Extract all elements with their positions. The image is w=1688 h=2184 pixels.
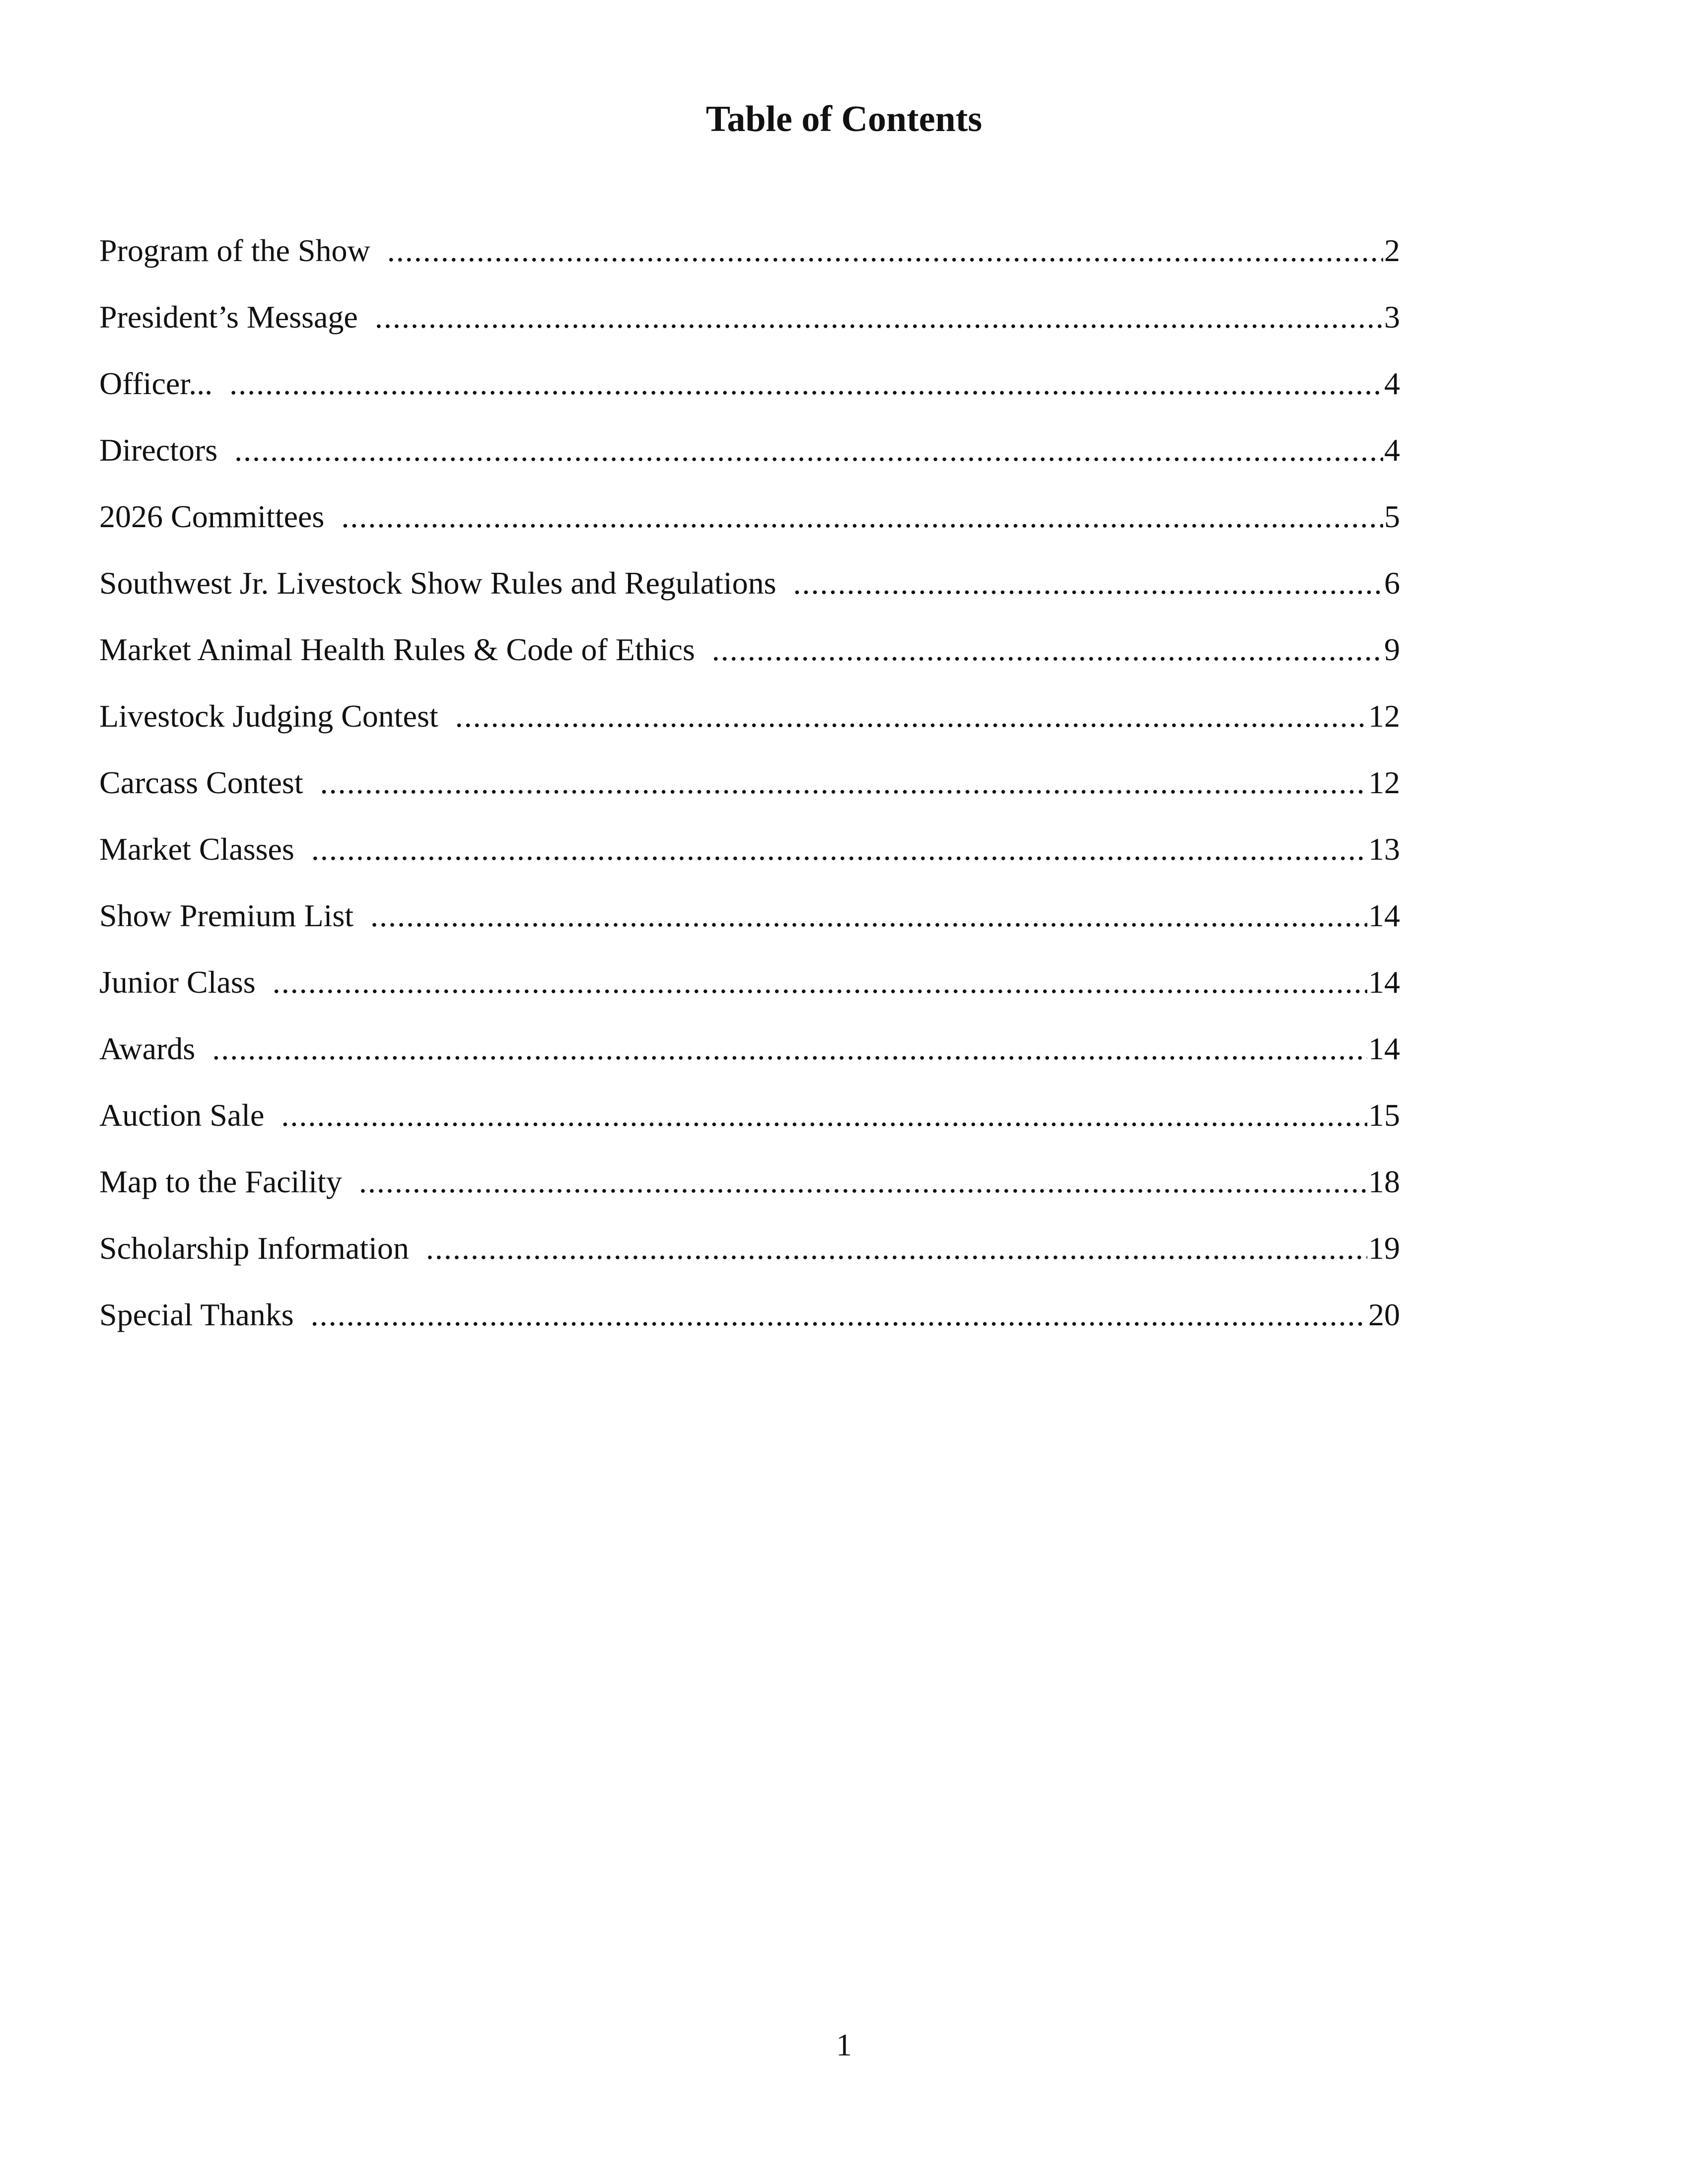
toc-page-number: 12 xyxy=(1367,758,1400,808)
toc-entry-special-thanks[interactable] xyxy=(99,1290,1400,1357)
toc-entry-label: President’s Message xyxy=(99,292,375,342)
toc-page-number: 12 xyxy=(1367,691,1400,741)
toc-dot-leader xyxy=(273,957,1367,1007)
toc-dot-leader xyxy=(341,492,1383,542)
toc-entry-scholarship-information[interactable] xyxy=(99,1224,1400,1290)
toc-entry-label: Auction Sale xyxy=(99,1091,281,1140)
toc-entry-label: Map to the Facility xyxy=(99,1157,359,1207)
toc-entry-program-of-the-show[interactable] xyxy=(99,226,1400,292)
toc-entry-label: Market Animal Health Rules & Code of Ethics xyxy=(99,625,712,675)
toc-entry-label: Officer... xyxy=(99,359,229,409)
toc-page-number: 4 xyxy=(1383,425,1400,475)
toc-entry-committees[interactable] xyxy=(99,492,1400,558)
toc-dot-leader xyxy=(234,425,1383,475)
toc-entry-market-classes[interactable] xyxy=(99,824,1400,891)
toc-dot-leader xyxy=(281,1091,1367,1140)
toc-dot-leader xyxy=(359,1157,1367,1207)
toc-page-number: 6 xyxy=(1383,558,1400,608)
toc-entry-label: Junior Class xyxy=(99,957,273,1007)
toc-entry-label: Awards xyxy=(99,1024,212,1074)
toc-dot-leader xyxy=(370,891,1367,941)
toc-page-number: 2 xyxy=(1383,226,1400,275)
toc-page-number: 15 xyxy=(1367,1091,1400,1140)
toc-dot-leader xyxy=(426,1224,1367,1273)
toc-dot-leader xyxy=(320,758,1367,808)
toc-entry-awards[interactable] xyxy=(99,1024,1400,1091)
toc-entry-label: 2026 Committees xyxy=(99,492,341,542)
toc-entry-label: Market Classes xyxy=(99,824,311,874)
toc-dot-leader xyxy=(212,1024,1367,1074)
toc-entry-livestock-judging[interactable] xyxy=(99,691,1400,758)
toc-entry-label: Directors xyxy=(99,425,234,475)
toc-entry-label: Show Premium List xyxy=(99,891,370,941)
toc-page-number: 9 xyxy=(1383,625,1400,675)
toc-page-number: 20 xyxy=(1367,1290,1400,1340)
toc-dot-leader xyxy=(712,625,1383,675)
toc-page-number: 14 xyxy=(1367,891,1400,941)
toc-entry-rules-and-regulations[interactable] xyxy=(99,558,1400,625)
toc-entry-label: Program of the Show xyxy=(99,226,387,275)
toc-entry-label: Southwest Jr. Livestock Show Rules and Regulations xyxy=(99,558,793,608)
toc-page-number: 14 xyxy=(1367,1024,1400,1074)
toc-dot-leader xyxy=(387,226,1383,275)
toc-entry-auction-sale[interactable] xyxy=(99,1091,1400,1157)
toc-entry-officer[interactable] xyxy=(99,359,1400,425)
toc-entry-presidents-message[interactable] xyxy=(99,292,1400,359)
toc-page-number: 19 xyxy=(1367,1224,1400,1273)
toc-page-number: 14 xyxy=(1367,957,1400,1007)
toc-entry-label: Carcass Contest xyxy=(99,758,320,808)
toc-entry-directors[interactable] xyxy=(99,425,1400,492)
toc-entry-junior-class[interactable] xyxy=(99,957,1400,1024)
toc-page-number: 3 xyxy=(1383,292,1400,342)
toc-entry-label: Special Thanks xyxy=(99,1290,311,1340)
page-title: Table of Contents xyxy=(705,99,983,139)
page-number: 1 xyxy=(836,2027,852,2062)
toc-page-number: 18 xyxy=(1367,1157,1400,1207)
toc-dot-leader xyxy=(311,824,1367,874)
toc-dot-leader xyxy=(793,558,1384,608)
toc-entry-label: Livestock Judging Contest xyxy=(99,691,455,741)
toc-entry-carcass-contest[interactable] xyxy=(99,758,1400,824)
toc-entry-health-rules[interactable] xyxy=(99,625,1400,691)
toc-dot-leader xyxy=(375,292,1383,342)
toc-page-number: 5 xyxy=(1383,492,1400,542)
toc-dot-leader xyxy=(311,1290,1367,1340)
toc-entry-map-to-facility[interactable] xyxy=(99,1157,1400,1224)
toc-entry-label: Scholarship Information xyxy=(99,1224,426,1273)
toc-dot-leader xyxy=(229,359,1383,409)
toc-page-number: 13 xyxy=(1367,824,1400,874)
toc-dot-leader xyxy=(455,691,1367,741)
table-of-contents xyxy=(99,226,1400,1357)
toc-page-number: 4 xyxy=(1383,359,1400,409)
toc-entry-show-premium-list[interactable] xyxy=(99,891,1400,957)
